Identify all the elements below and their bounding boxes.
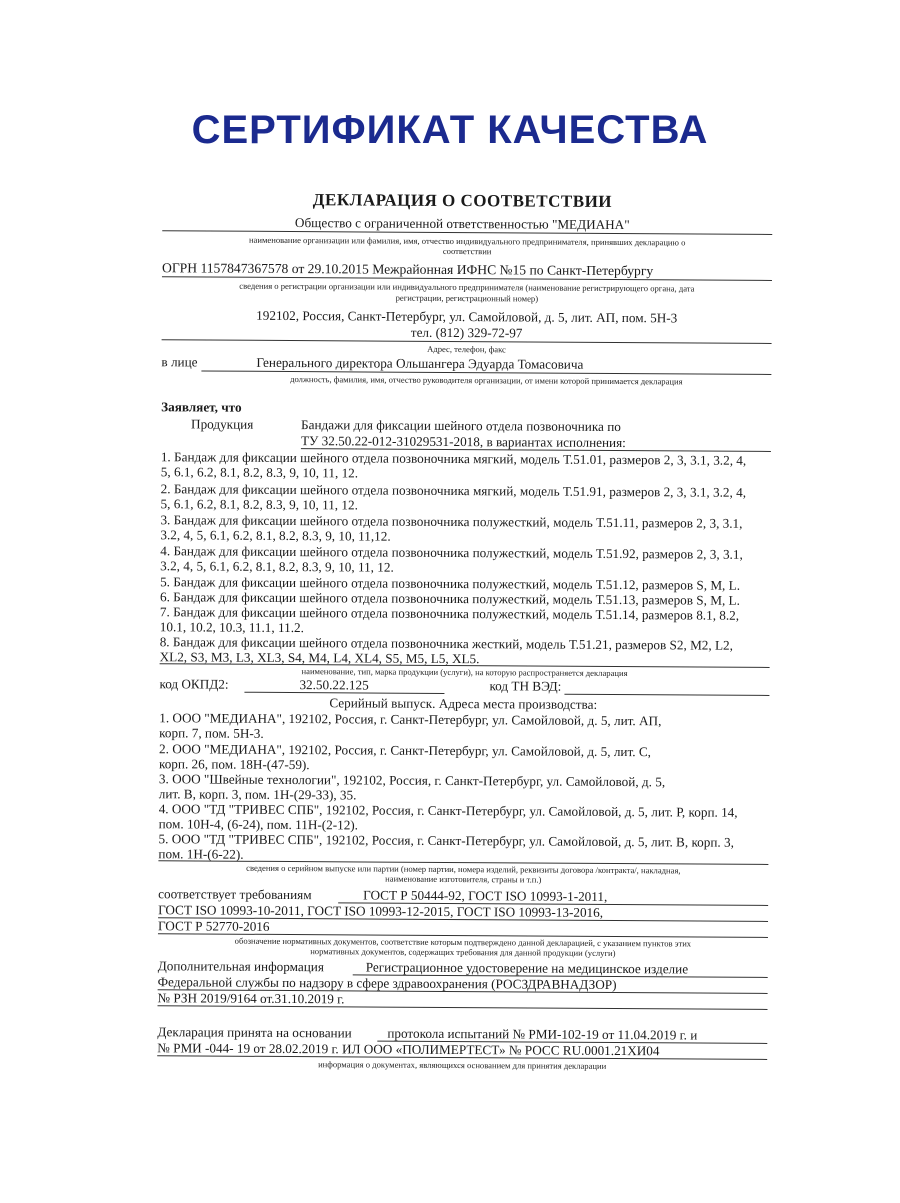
production-address: корп. 7, пом. 5Н-3. [159,725,264,741]
serial-hint: наименование изготовителя, страны и т.п.) [385,873,542,885]
in-person-value: Генерального директора Ольшангера Эдуарда Томасовича [256,354,584,372]
serial-hint: сведения о серийном выпуске или партии (номер партии, номера изделий, реквизиты договора /контракта/, накладная, [246,862,681,876]
complies-value: ГОСТ Р 50444-92, ГОСТ ISO 10993-1-2011, [363,887,608,904]
product-item: XL2, S3, M3, L3, XL3, S4, M4, L4, XL4, S5, M5, L5, XL5. [159,649,480,667]
production-address: 2. ООО "МЕДИАНА", 192102, Россия, г. Санкт-Петербург, ул. Самойловой, д. 5, лит. С, [159,741,651,760]
complies-hint: обозначение нормативных документов, соответствие которым подтверждено данной декларацией, с указанием пунктов этих [234,935,692,949]
product-item: 3.2, 4, 5, 6.1, 6.2, 8.1, 8.2, 8.3, 9, 10, 11,12. [160,527,391,544]
extra-info-value: № РЗН 2019/9164 от.31.10.2019 г. [157,990,345,1007]
product-item: 10.1, 10.2, 10.3, 11.1, 11.2. [159,619,304,636]
banner-title: СЕРТИФИКАТ КАЧЕСТВА [191,108,709,152]
complies-hint: нормативных документов, содержащих требования для данной продукции (услуги) [310,946,616,959]
product-item: 3.2, 4, 5, 6.1, 6.2, 8.1, 8.2, 8.3, 9, 10, 11, 12. [160,558,394,575]
product-label: Продукция [191,416,254,432]
product-item: 4. Бандаж для фиксации шейного отдела позвоночника полужесткий, модель Т.51.92, размеров 2, 3, 3.1, [160,543,743,562]
product-item: 6. Бандаж для фиксации шейного отдела позвоночника полужесткий, модель Т.51.13, размеров S, M, L. [159,589,740,608]
underline [564,694,769,696]
underline [158,1005,768,1010]
product-line: ТУ 32.50.22-012-31029531-2018, в вариантах исполнения: [300,433,626,451]
product-line: Бандажи для фиксации шейного отдела позвоночника по [301,417,621,435]
underline [244,692,444,694]
organization-hint: соответствии [442,245,492,257]
ogrn-line: ОГРН 1157847367578 от 29.10.2015 Межрайонная ИФНС №15 по Санкт-Петербургу [161,260,654,279]
production-address: 4. ООО "ТД "ТРИВЕС СПБ", 192102, Россия, г. Санкт-Петербург, ул. Самойловой, д. 5, лит. Р, корп. 14, [158,801,738,820]
ogrn-hint: сведения о регистрации организации или индивидуального предпринимателя (наименование регистрирующего органа, дата [239,280,695,294]
ogrn-hint: регистрации, регистрационный номер) [395,292,539,304]
basis-value: протокола испытаний № РМИ-102-19 от 11.04.2019 г. и [387,1025,698,1043]
product-item: 3. Бандаж для фиксации шейного отдела позвоночника полужесткий, модель Т.51.11, размеров 2, 3, 3.1, [160,512,743,531]
basis-label: Декларация принята на основании [157,1024,352,1041]
complies-value: ГОСТ Р 52770-2016 [157,918,270,934]
product-item: 5, 6.1, 6.2, 8.1, 8.2, 8.3, 9, 10, 11, 12. [160,496,358,513]
phone-line: тел. (812) 329-72-97 [410,324,523,341]
extra-info-value: Федеральной службы по надзору в сфере здравоохранения (РОСЗДРАВНАДЗОР) [157,974,617,993]
basis-value: № РМИ -044- 19 от 28.02.2019 г. ИЛ ООО «ПОЛИМЕРТЕСТ» № РОСС RU.0001.21ХИ04 [157,1040,660,1059]
production-address: пом. 10Н-4, (6-24), пом. 11Н-(2-12). [158,816,359,833]
product-hint: наименование, тип, марка продукции (услуги), на которую распространяется декларация [301,666,628,679]
extra-info-label: Дополнительная информация [157,958,324,975]
complies-label: соответствует требованиям [158,886,312,903]
product-item: 8. Бандаж для фиксации шейного отдела позвоночника жесткий, модель Т.51.21, размеров S2, M2, L2, [159,634,734,653]
extra-info-value: Регистрационное удостоверение на медицинское изделие [365,959,689,977]
product-item: 1. Бандаж для фиксации шейного отдела позвоночника мягкий, модель Т.51.01, размеров 2, 3, 3.1, 3.2, 4, [160,449,747,468]
in-person-label: в лице [161,354,198,370]
basis-hint: информация о документах, являющихся основанием для принятия декларации [318,1059,607,1071]
okpd-label: код ОКПД2: [159,676,229,692]
production-address: 5. ООО "ТД "ТРИВЕС СПБ", 192102, Россия, г. Санкт-Петербург, ул. Самойловой, д. 5, лит. В, корп. 3, [158,831,734,850]
organization-name: Общество с ограниченной ответственностью "МЕДИАНА" [294,215,630,233]
address-hint: Адрес, телефон, факс [427,343,506,355]
product-item: 7. Бандаж для фиксации шейного отдела позвоночника полужесткий, модель Т.51.14, размеров 8.1, 8.2, [159,604,740,623]
address-line: 192102, Россия, Санкт-Петербург, ул. Самойловой, д. 5, лит. АП, пом. 5Н-3 [256,307,678,326]
production-address: 1. ООО "МЕДИАНА", 192102, Россия, г. Санкт-Петербург, ул. Самойловой, д. 5, лит. АП, [159,710,662,729]
tnved-label: код ТН ВЭД: [489,678,562,694]
complies-value: ГОСТ ISO 10993-10-2011, ГОСТ ISO 10993-12-2015, ГОСТ ISO 10993-13-2016, [158,902,604,920]
declares-label: Заявляет, что [161,399,242,415]
product-item: 5, 6.1, 6.2, 8.1, 8.2, 8.3, 9, 10, 11, 12. [160,464,359,481]
product-item: 5. Бандаж для фиксации шейного отдела позвоночника полужесткий, модель Т.51.12, размеров S, M, L. [160,574,741,593]
production-address: пом. 1Н-(6-22). [158,846,244,862]
in-person-hint: должность, фамилия, имя, отчество руководителя организации, от имени которой принимается декларация [290,374,683,387]
product-item: 2. Бандаж для фиксации шейного отдела позвоночника мягкий, модель Т.51.91, размеров 2, 3, 3.1, 3.2, 4, [160,481,747,500]
production-address: корп. 26, пом. 18Н-(47-59). [158,756,310,773]
okpd-value: 32.50.22.125 [299,677,369,693]
organization-hint: наименование организации или фамилия, имя, отчество индивидуального предпринимателя, принявших декларацию о [248,234,686,248]
declaration-title: ДЕКЛАРАЦИЯ О СООТВЕТСТВИИ [312,190,613,211]
production-address: 3. ООО "Швейные технологии", 192102, Россия, г. Санкт-Петербург, ул. Самойловой, д. 5, [158,771,666,790]
production-address: лит. В, корп. 3, пом. 1Н-(29-33), 35. [158,786,357,803]
serial-release: Серийный выпуск. Адреса места производства: [329,695,598,712]
